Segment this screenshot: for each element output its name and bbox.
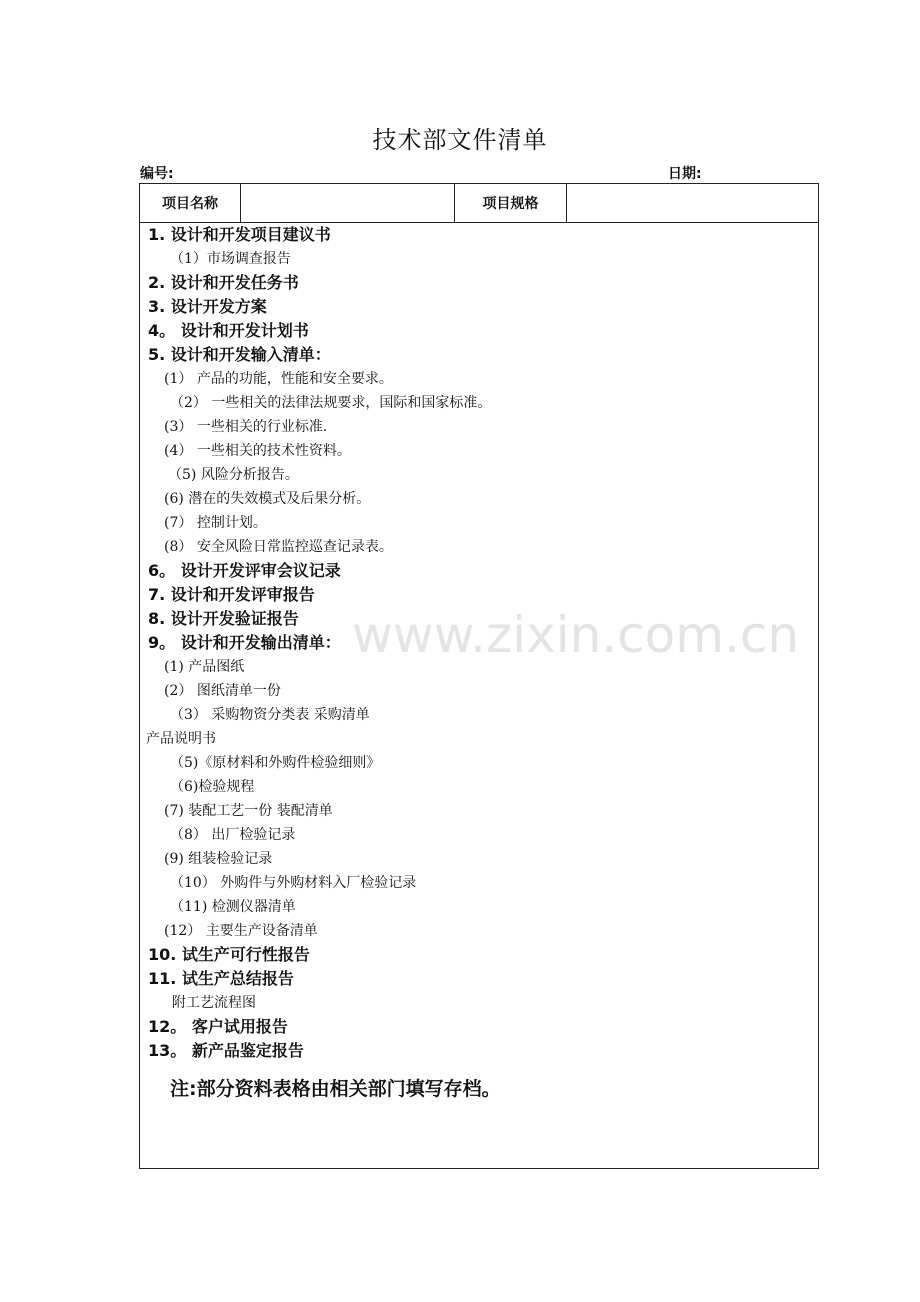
list-item: (1） 产品的功能，性能和安全要求。 <box>164 371 393 387</box>
list-item: （5) 风险分析报告。 <box>168 467 299 483</box>
list-item: （1）市场调查报告 <box>170 251 291 267</box>
list-item: （6)检验规程 <box>170 779 255 795</box>
list-item: 1. 设计和开发项目建议书 <box>148 225 331 244</box>
list-item: 6。 设计开发评审会议记录 <box>148 561 341 580</box>
project-name-label: 项目名称 <box>140 184 241 222</box>
list-item: 8. 设计开发验证报告 <box>148 609 299 628</box>
list-item: 3. 设计开发方案 <box>148 297 267 316</box>
list-item: 4。 设计和开发计划书 <box>148 321 309 340</box>
list-item: (4） 一些相关的技术性资料。 <box>164 443 351 459</box>
number-label: 编号: <box>140 166 174 182</box>
file-list-table <box>139 183 819 1169</box>
list-item: 10. 试生产可行性报告 <box>148 945 310 964</box>
list-item: (7) 装配工艺一份 装配清单 <box>164 803 333 819</box>
list-item: （8） 出厂检验记录 <box>170 827 296 843</box>
list-item: (7） 控制计划。 <box>164 515 267 531</box>
note-text: 注:部分资料表格由相关部门填写存档。 <box>170 1078 501 1100</box>
project-name-field[interactable] <box>241 184 455 222</box>
list-item: （11) 检测仪器清单 <box>170 899 296 915</box>
list-item: (12） 主要生产设备清单 <box>164 923 318 939</box>
list-item: 附工艺流程图 <box>172 995 256 1011</box>
list-item: （2） 一些相关的法律法规要求，国际和国家标准。 <box>170 395 492 411</box>
list-item: 9。 设计和开发输出清单： <box>148 633 341 652</box>
list-item: (2） 图纸清单一份 <box>164 683 281 699</box>
list-item: (9) 组装检验记录 <box>164 851 273 867</box>
list-item: （3） 采购物资分类表 采购清单 <box>170 707 370 723</box>
list-item: 2. 设计和开发任务书 <box>148 273 299 292</box>
list-item: (1) 产品图纸 <box>164 659 245 675</box>
list-item: (6) 潜在的失效模式及后果分析。 <box>164 491 371 507</box>
list-item: （5)《原材料和外购件检验细则》 <box>170 755 381 771</box>
list-item: 7. 设计和开发评审报告 <box>148 585 315 604</box>
list-item: 13。 新产品鉴定报告 <box>148 1041 304 1060</box>
list-item: (3） 一些相关的行业标准. <box>164 419 328 435</box>
table-header-row <box>140 184 818 223</box>
list-item: 产品说明书 <box>146 731 216 747</box>
document-title: 技术部文件清单 <box>372 126 548 154</box>
list-item: 11. 试生产总结报告 <box>148 969 294 988</box>
project-spec-field[interactable] <box>567 184 818 222</box>
project-spec-label: 项目规格 <box>455 184 567 222</box>
list-item: （10） 外购件与外购材料入厂检验记录 <box>170 875 417 891</box>
list-item: (8） 安全风险日常监控巡查记录表。 <box>164 539 393 555</box>
list-item: 12。 客户试用报告 <box>148 1017 288 1036</box>
list-item: 5. 设计和开发输入清单： <box>148 345 331 364</box>
watermark: www.zixin.com.cn <box>352 606 800 664</box>
date-label: 日期: <box>668 166 702 182</box>
